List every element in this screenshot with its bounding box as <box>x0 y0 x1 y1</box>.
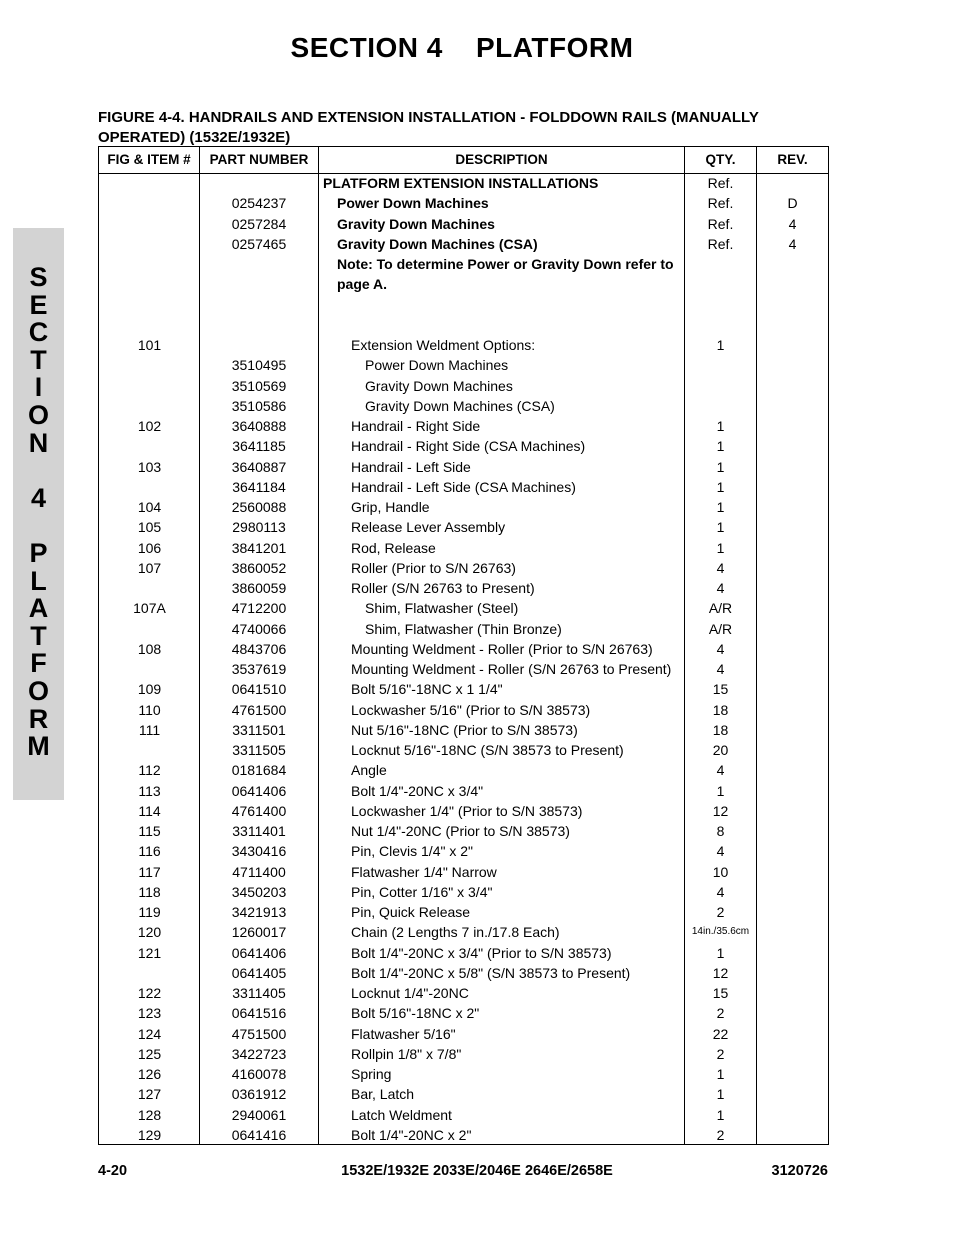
cell-description: Rollpin 1/8" x 7/8" <box>351 1045 462 1062</box>
cell-qty: 1 <box>716 944 725 961</box>
cell-part-number: 3510495 <box>231 357 287 374</box>
cell-fig-item: 118 <box>138 883 161 900</box>
table-row <box>99 436 828 456</box>
cell-description: Locknut 1/4"-20NC <box>351 985 469 1001</box>
cell-qty: 1 <box>716 418 725 434</box>
cell-description: Release Lever Assembly <box>351 519 506 536</box>
table-row <box>99 1125 828 1145</box>
table-row <box>99 274 828 294</box>
cell-qty: 2 <box>716 1005 725 1022</box>
cell-fig-item: 123 <box>137 1005 162 1022</box>
table-row <box>99 234 828 254</box>
cell-qty: Ref. <box>707 195 734 212</box>
cell-description: Bolt 5/16"-18NC x 1 1/4" <box>351 681 503 698</box>
cell-fig-item: 127 <box>137 1086 162 1103</box>
table-row <box>99 1105 828 1125</box>
cell-fig-item: 110 <box>138 701 161 718</box>
cell-description: Chain (2 Lengths 7 in./17.8 Each) <box>351 924 560 941</box>
cell-part-number: 3510569 <box>231 377 287 394</box>
cell-fig-item: 122 <box>137 985 162 1001</box>
table-row <box>99 740 828 760</box>
cell-qty: 2 <box>716 1126 725 1143</box>
side-tab-letter: I <box>34 372 43 403</box>
cell-qty: 1 <box>716 499 725 515</box>
cell-rev: D <box>787 195 798 212</box>
cell-description: Latch Weldment <box>351 1106 452 1123</box>
cell-fig-item: 107A <box>133 600 166 617</box>
cell-qty: 1 <box>716 337 725 353</box>
cell-description: Pin, Quick Release <box>351 904 471 920</box>
cell-fig-item: 103 <box>137 458 162 475</box>
side-tab-letter: T <box>30 620 47 651</box>
cell-qty: 4 <box>716 883 725 900</box>
table-row <box>99 457 828 477</box>
section-title: SECTION 4 PLATFORM <box>290 32 634 63</box>
table-row <box>99 700 828 720</box>
cell-fig-item: 115 <box>138 823 161 839</box>
cell-part-number: 3641185 <box>232 438 286 455</box>
cell-description: Flatwasher 5/16" <box>351 1025 456 1042</box>
table-row <box>99 1024 828 1044</box>
cell-description: page A. <box>337 276 388 293</box>
table-row <box>99 1044 828 1064</box>
cell-fig-item: 106 <box>137 539 162 556</box>
cell-description: Gravity Down Machines <box>337 215 495 232</box>
table-row <box>99 1084 828 1104</box>
table-row <box>99 598 828 618</box>
cell-fig-item: 108 <box>137 640 162 657</box>
cell-qty: A/R <box>708 600 733 617</box>
cell-part-number: 3841201 <box>231 539 287 556</box>
column-header-description: DESCRIPTION <box>455 152 548 167</box>
table-row <box>99 376 828 396</box>
cell-fig-item: 107 <box>137 559 162 576</box>
cell-qty: 4 <box>716 762 725 779</box>
cell-part-number: 0641406 <box>231 782 287 799</box>
side-tab-letter: F <box>30 648 47 679</box>
cell-description: Shim, Flatwasher (Steel) <box>365 600 519 617</box>
cell-qty: 4 <box>716 661 725 677</box>
cell-description: Nut 5/16"-18NC (Prior to S/N 38573) <box>351 721 578 738</box>
cell-description: Gravity Down Machines <box>365 377 513 394</box>
cell-description: Handrail - Left Side (CSA Machines) <box>351 478 576 495</box>
cell-fig-item: 101 <box>137 337 162 353</box>
side-tab-letter: E <box>29 289 48 320</box>
cell-qty: 15 <box>712 985 729 1001</box>
footer-models: 1532E/1932E 2033E/2046E 2646E/2658E <box>341 1163 613 1179</box>
footer-doc-number: 3120726 <box>771 1163 828 1179</box>
cell-qty: 1 <box>716 519 725 536</box>
cell-part-number: 4712200 <box>231 600 287 617</box>
cell-part-number: 3640887 <box>231 458 287 475</box>
cell-qty: Ref. <box>707 235 734 252</box>
cell-fig-item: 114 <box>138 802 161 819</box>
cell-qty: 18 <box>712 701 729 718</box>
side-tab-letter: 4 <box>30 482 47 513</box>
cell-fig-item: 109 <box>137 681 162 698</box>
side-tab-letter <box>13 512 64 540</box>
cell-description: Nut 1/4"-20NC (Prior to S/N 38573) <box>351 823 570 839</box>
cell-part-number: 3311401 <box>232 823 286 839</box>
cell-fig-item: 102 <box>137 418 162 434</box>
cell-fig-item: 104 <box>137 499 162 515</box>
cell-description: Power Down Machines <box>365 357 509 374</box>
cell-qty: A/R <box>708 620 733 637</box>
table-row <box>99 619 828 639</box>
cell-part-number: 3311505 <box>232 742 286 758</box>
table-row <box>99 193 828 213</box>
table-row <box>99 477 828 497</box>
cell-description: Power Down Machines <box>337 195 489 212</box>
table-row <box>99 659 828 679</box>
cell-rev: 4 <box>788 235 797 252</box>
cell-description: PLATFORM EXTENSION INSTALLATIONS <box>323 175 599 191</box>
cell-qty: 1 <box>716 1066 725 1082</box>
cell-qty: 10 <box>712 863 729 880</box>
table-row <box>99 214 828 234</box>
side-tab-letter: L <box>30 565 47 596</box>
cell-part-number: 3311405 <box>232 985 286 1001</box>
cell-description: Bolt 1/4"-20NC x 2" <box>351 1126 472 1143</box>
cell-description: Roller (Prior to S/N 26763) <box>351 559 516 576</box>
cell-description: Roller (S/N 26763 to Present) <box>351 580 535 596</box>
column-header-fig: FIG & ITEM # <box>107 152 191 167</box>
cell-part-number: 4160078 <box>231 1066 287 1082</box>
cell-fig-item: 119 <box>138 904 161 920</box>
cell-part-number: 3860059 <box>231 580 287 596</box>
side-tab-letter: O <box>27 675 49 706</box>
table-row <box>99 760 828 780</box>
side-tab-letter <box>13 457 64 485</box>
cell-part-number: 1260017 <box>231 924 287 941</box>
table-row <box>99 173 828 193</box>
cell-qty: 8 <box>716 823 725 839</box>
cell-part-number: 3430416 <box>231 843 287 860</box>
cell-description: Handrail - Right Side <box>351 418 481 434</box>
section-side-tab <box>13 228 64 800</box>
cell-part-number: 0181684 <box>231 762 287 779</box>
cell-description: Mounting Weldment - Roller (Prior to S/N 26763) <box>351 640 653 657</box>
cell-part-number: 2560088 <box>231 499 287 515</box>
cell-qty: 4 <box>716 843 725 860</box>
side-tab-letter: P <box>29 537 48 568</box>
cell-part-number: 3510586 <box>231 397 287 414</box>
cell-description: Bolt 1/4"-20NC x 5/8" (S/N 38573 to Present) <box>351 964 631 981</box>
cell-qty: Ref. <box>707 175 734 191</box>
cell-part-number: 3311501 <box>232 721 286 738</box>
cell-qty: 15 <box>712 681 729 698</box>
table-row <box>99 416 828 436</box>
cell-qty: 20 <box>712 742 729 758</box>
cell-qty: 1 <box>716 478 725 495</box>
cell-part-number: 4751500 <box>231 1025 287 1042</box>
cell-part-number: 0641405 <box>231 964 287 981</box>
cell-part-number: 0641516 <box>231 1005 287 1022</box>
side-tab-letter: R <box>28 703 49 734</box>
cell-rev: 4 <box>788 215 797 232</box>
table-row <box>99 639 828 659</box>
cell-description: Handrail - Left Side <box>351 458 471 475</box>
cell-fig-item: 113 <box>138 782 161 799</box>
table-row <box>99 396 828 416</box>
cell-description: Mounting Weldment - Roller (S/N 26763 to Present) <box>351 661 672 677</box>
cell-description: Bolt 1/4"-20NC x 3/4" (Prior to S/N 38573) <box>351 944 612 961</box>
cell-fig-item: 120 <box>137 924 162 941</box>
cell-description: Lockwasher 1/4" (Prior to S/N 38573) <box>351 802 583 819</box>
table-row <box>99 335 828 355</box>
cell-part-number: 2980113 <box>232 519 286 536</box>
cell-fig-item: 125 <box>137 1045 162 1062</box>
cell-part-number: 3860052 <box>231 559 287 576</box>
table-row <box>99 841 828 861</box>
cell-fig-item: 129 <box>137 1126 162 1143</box>
column-header-rev: REV. <box>777 152 808 167</box>
cell-qty: Ref. <box>707 215 734 232</box>
cell-qty: 2 <box>716 1045 725 1062</box>
cell-fig-item: 116 <box>138 843 161 860</box>
table-row <box>99 801 828 821</box>
table-body <box>99 173 828 1145</box>
side-tab-letter: N <box>28 427 49 458</box>
cell-description: Pin, Cotter 1/16" x 3/4" <box>351 883 493 900</box>
cell-qty: 2 <box>716 904 725 920</box>
table-row <box>99 862 828 882</box>
table-row <box>99 517 828 537</box>
cell-description: Shim, Flatwasher (Thin Bronze) <box>365 620 562 637</box>
cell-description: Pin, Clevis 1/4" x 2" <box>351 843 473 860</box>
cell-description: Locknut 5/16"-18NC (S/N 38573 to Present) <box>351 742 624 758</box>
cell-part-number: 4740066 <box>231 620 287 637</box>
cell-part-number: 0641406 <box>231 944 287 961</box>
column-header-qty: QTY. <box>705 152 736 167</box>
cell-part-number: 4761400 <box>231 802 287 819</box>
table-row <box>99 720 828 740</box>
cell-description: Bar, Latch <box>351 1086 415 1103</box>
cell-fig-item: 128 <box>137 1106 162 1123</box>
cell-qty: 4 <box>716 559 725 576</box>
cell-fig-item: 121 <box>137 944 162 961</box>
cell-part-number: 4761500 <box>231 701 287 718</box>
table-row <box>99 355 828 375</box>
cell-fig-item: 126 <box>137 1066 162 1082</box>
table-row <box>99 578 828 598</box>
figure-title: FIGURE 4-4. HANDRAILS AND EXTENSION INSTALLATION - FOLDDOWN RAILS (MANUALLY OPERATED) (1532E/1932E) <box>98 109 759 146</box>
cell-description: Lockwasher 5/16" (Prior to S/N 38573) <box>351 701 591 718</box>
cell-qty: 22 <box>712 1025 729 1042</box>
table-row <box>99 315 828 335</box>
cell-qty: 12 <box>712 802 729 819</box>
cell-part-number: 0254237 <box>231 195 287 212</box>
cell-qty: 4 <box>716 640 725 657</box>
table-row <box>99 902 828 922</box>
cell-part-number: 4843706 <box>231 640 287 657</box>
cell-qty: 12 <box>712 964 729 981</box>
cell-part-number: 3537619 <box>231 661 287 677</box>
cell-part-number: 0361912 <box>231 1086 287 1103</box>
cell-part-number: 3640888 <box>231 418 287 434</box>
cell-qty: 1 <box>716 782 725 799</box>
cell-fig-item: 111 <box>138 721 161 738</box>
cell-qty: 1 <box>716 539 725 556</box>
table-row <box>99 943 828 963</box>
table-row <box>99 821 828 841</box>
cell-description: Extension Weldment Options: <box>351 337 536 353</box>
table-row <box>99 1064 828 1084</box>
table-row <box>99 497 828 517</box>
side-tab-letter: T <box>30 344 47 375</box>
cell-description: Rod, Release <box>351 539 436 556</box>
table-row <box>99 538 828 558</box>
cell-part-number: 0641510 <box>231 681 287 698</box>
table-row <box>99 558 828 578</box>
cell-part-number: 0257465 <box>231 235 287 252</box>
table-row <box>99 679 828 699</box>
table-row <box>99 1003 828 1023</box>
cell-fig-item: 117 <box>138 863 161 880</box>
cell-fig-item: 112 <box>138 762 161 779</box>
cell-description: Flatwasher 1/4" Narrow <box>351 863 497 880</box>
cell-description: Angle <box>351 762 387 779</box>
cell-part-number: 3422723 <box>231 1045 287 1062</box>
cell-description: Gravity Down Machines (CSA) <box>365 397 555 414</box>
side-tab-letter: C <box>28 317 49 348</box>
column-header-part: PART NUMBER <box>209 152 309 167</box>
cell-part-number: 0641416 <box>231 1126 287 1143</box>
table-row <box>99 983 828 1003</box>
cell-description: Spring <box>351 1066 392 1082</box>
cell-description: Note: To determine Power or Gravity Down refer to <box>337 256 674 272</box>
cell-description: Bolt 5/16"-18NC x 2" <box>351 1005 480 1022</box>
cell-qty: 18 <box>712 721 729 738</box>
table-row <box>99 882 828 902</box>
cell-qty: 1 <box>716 1086 725 1103</box>
table-row <box>99 254 828 274</box>
side-tab-letter: M <box>27 731 50 762</box>
cell-qty: 4 <box>716 580 725 596</box>
cell-qty: 14in./35.6cm <box>691 926 750 938</box>
cell-description: Gravity Down Machines (CSA) <box>337 235 538 252</box>
cell-description: Bolt 1/4"-20NC x 3/4" <box>351 782 484 799</box>
cell-part-number: 2940061 <box>231 1106 287 1123</box>
cell-fig-item: 105 <box>137 519 162 536</box>
side-tab-letter: A <box>28 593 49 624</box>
cell-description: Grip, Handle <box>351 499 430 515</box>
cell-qty: 1 <box>716 458 725 475</box>
cell-part-number: 4711400 <box>232 863 286 880</box>
cell-fig-item: 124 <box>137 1025 162 1042</box>
cell-qty: 1 <box>716 438 725 455</box>
cell-part-number: 3450203 <box>231 883 287 900</box>
side-tab-letter: S <box>29 262 48 292</box>
footer-page-number: 4-20 <box>98 1163 128 1179</box>
table-row <box>99 295 828 315</box>
cell-part-number: 3641184 <box>232 478 286 495</box>
table-row <box>99 781 828 801</box>
table-row <box>99 922 828 942</box>
cell-qty: 1 <box>716 1106 725 1123</box>
cell-description: Handrail - Right Side (CSA Machines) <box>351 438 586 455</box>
cell-part-number: 0257284 <box>231 215 287 232</box>
side-tab-letter: O <box>27 399 49 430</box>
table-row <box>99 963 828 983</box>
cell-part-number: 3421913 <box>231 904 287 920</box>
parts-table <box>98 146 829 1145</box>
